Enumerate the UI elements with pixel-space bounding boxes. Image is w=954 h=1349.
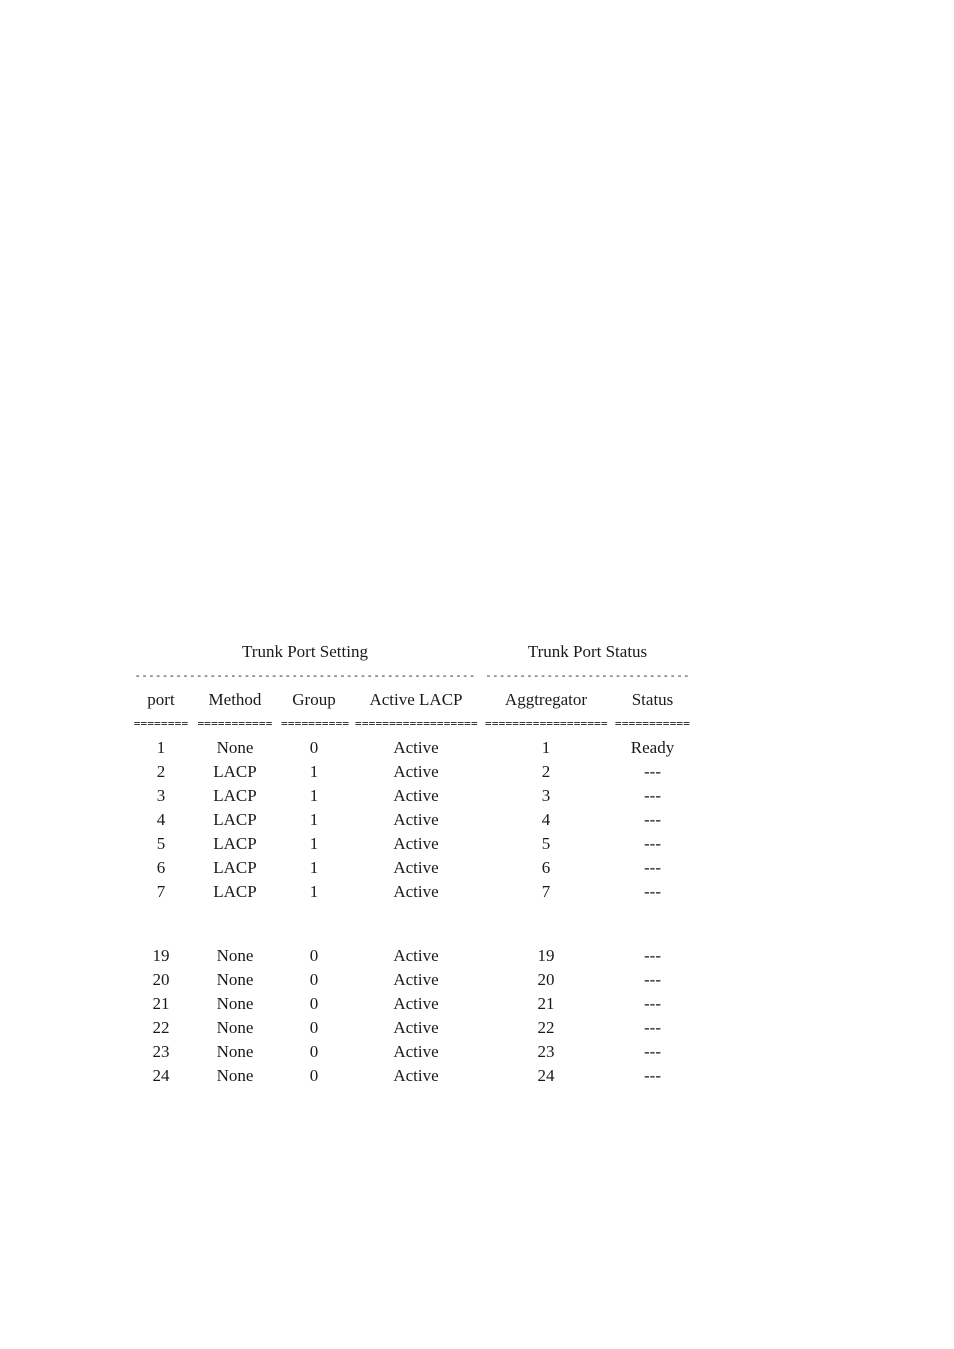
column-header-group: Group <box>292 690 336 709</box>
group-equals-rule: ========== <box>281 717 350 730</box>
port-cell: 19 <box>152 946 170 965</box>
status-cell: --- <box>644 970 661 989</box>
group-cell: 0 <box>309 946 319 965</box>
column-header-aggregator: Aggtregator <box>504 690 588 709</box>
status-cell: --- <box>644 882 661 901</box>
status-cell: --- <box>644 1042 661 1061</box>
table-row <box>133 944 693 968</box>
aggregator-cell: 6 <box>541 858 551 877</box>
aggregator-cell: 1 <box>541 738 551 757</box>
aggregator-cell: 3 <box>541 786 551 805</box>
active-lacp-cell: Active <box>393 834 439 853</box>
table-row <box>133 808 693 832</box>
method-cell: LACP <box>213 810 257 829</box>
status-equals-rule: =========== <box>615 717 691 730</box>
table-row <box>133 1064 693 1088</box>
table-row <box>133 880 693 904</box>
group-cell: 0 <box>309 1018 319 1037</box>
table-row <box>133 1040 693 1064</box>
port-equals-rule: ======== <box>133 717 189 730</box>
group-cell: 0 <box>309 738 319 757</box>
port-cell: 3 <box>156 786 166 805</box>
column-equals-separator <box>133 712 693 736</box>
active-lacp-cell: Active <box>393 882 439 901</box>
method-cell: LACP <box>213 786 257 805</box>
active-lacp-cell: Active <box>393 946 439 965</box>
setting-dash-rule: -------------------------------------------------- <box>134 669 476 682</box>
column-header-active-lacp: Active LACP <box>369 690 463 709</box>
active-lacp-cell: Active <box>393 1042 439 1061</box>
aggregator-cell: 2 <box>541 762 551 781</box>
aggregator-cell: 24 <box>537 1066 555 1085</box>
group-cell: 1 <box>309 834 319 853</box>
table-row <box>133 760 693 784</box>
rows-top-group <box>133 736 693 904</box>
column-header-port: port <box>147 690 175 709</box>
port-cell: 4 <box>156 810 166 829</box>
section-dash-separator <box>133 664 693 688</box>
aggregator-cell: 5 <box>541 834 551 853</box>
column-header-row <box>133 688 693 712</box>
column-header-status: Status <box>631 690 674 709</box>
trunk-port-table <box>133 640 693 1088</box>
group-cell: 1 <box>309 858 319 877</box>
section-header-row <box>133 640 693 664</box>
port-cell: 20 <box>152 970 170 989</box>
aggregator-cell: 4 <box>541 810 551 829</box>
group-cell: 0 <box>309 1066 319 1085</box>
group-cell: 1 <box>309 762 319 781</box>
group-cell: 1 <box>309 810 319 829</box>
group-cell: 1 <box>309 786 319 805</box>
trunk-port-setting-title: Trunk Port Setting <box>242 642 368 661</box>
table-row <box>133 856 693 880</box>
group-cell: 0 <box>309 970 319 989</box>
status-cell: --- <box>644 1018 661 1037</box>
method-cell: LACP <box>213 858 257 877</box>
rows-bottom-group <box>133 944 693 1088</box>
port-cell: 24 <box>152 1066 170 1085</box>
status-cell: --- <box>644 762 661 781</box>
aggregator-cell: 19 <box>537 946 555 965</box>
port-cell: 23 <box>152 1042 170 1061</box>
aggregator-cell: 20 <box>537 970 555 989</box>
table-row <box>133 832 693 856</box>
port-cell: 5 <box>156 834 166 853</box>
port-cell: 22 <box>152 1018 170 1037</box>
active-lacp-cell: Active <box>393 1018 439 1037</box>
status-cell: --- <box>644 994 661 1013</box>
table-row <box>133 992 693 1016</box>
group-cell: 1 <box>309 882 319 901</box>
port-cell: 6 <box>156 858 166 877</box>
method-cell: None <box>216 738 254 757</box>
status-cell: --- <box>644 786 661 805</box>
active-lacp-cell: Active <box>393 970 439 989</box>
active-lacp-cell: Active <box>393 738 439 757</box>
table-row <box>133 968 693 992</box>
lacp-equals-rule: ================== <box>355 717 478 730</box>
active-lacp-cell: Active <box>393 994 439 1013</box>
method-cell: None <box>216 970 254 989</box>
port-cell: 21 <box>152 994 170 1013</box>
method-cell: None <box>216 1042 254 1061</box>
active-lacp-cell: Active <box>393 858 439 877</box>
port-cell: 7 <box>156 882 166 901</box>
table-row <box>133 736 693 760</box>
status-cell: --- <box>644 858 661 877</box>
port-cell: 1 <box>156 738 166 757</box>
status-dash-rule: ------------------------------ <box>485 669 690 682</box>
active-lacp-cell: Active <box>393 786 439 805</box>
aggregator-cell: 21 <box>537 994 555 1013</box>
group-cell: 0 <box>309 994 319 1013</box>
method-cell: None <box>216 946 254 965</box>
aggregator-equals-rule: ================== <box>485 717 608 730</box>
trunk-port-status-title: Trunk Port Status <box>527 642 648 661</box>
aggregator-cell: 22 <box>537 1018 555 1037</box>
status-cell: Ready <box>630 738 675 757</box>
table-row <box>133 784 693 808</box>
active-lacp-cell: Active <box>393 810 439 829</box>
method-cell: None <box>216 994 254 1013</box>
status-cell: --- <box>644 1066 661 1085</box>
column-header-method: Method <box>208 690 262 709</box>
port-cell: 2 <box>156 762 166 781</box>
active-lacp-cell: Active <box>393 1066 439 1085</box>
method-cell: LACP <box>213 762 257 781</box>
method-cell: LACP <box>213 834 257 853</box>
method-cell: None <box>216 1066 254 1085</box>
method-equals-rule: =========== <box>197 717 273 730</box>
group-cell: 0 <box>309 1042 319 1061</box>
aggregator-cell: 23 <box>537 1042 555 1061</box>
status-cell: --- <box>644 810 661 829</box>
status-cell: --- <box>644 834 661 853</box>
table-row <box>133 1016 693 1040</box>
status-cell: --- <box>644 946 661 965</box>
method-cell: LACP <box>213 882 257 901</box>
row-gap <box>133 904 693 944</box>
active-lacp-cell: Active <box>393 762 439 781</box>
method-cell: None <box>216 1018 254 1037</box>
aggregator-cell: 7 <box>541 882 551 901</box>
